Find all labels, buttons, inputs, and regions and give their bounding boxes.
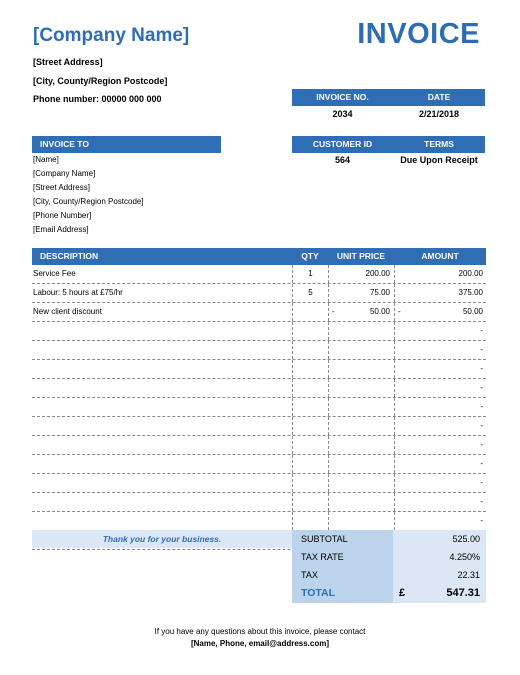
city-address: [City, County/Region Postcode] (33, 76, 168, 86)
cell-qty (292, 322, 328, 340)
table-row (32, 265, 486, 284)
bill-to-line: [City, County/Region Postcode] (33, 197, 144, 206)
cell-unit-price (328, 379, 394, 397)
cell-amount (394, 265, 486, 283)
cell-unit-price (328, 265, 394, 283)
cell-description (32, 512, 292, 530)
footer-contact-details: [Name, Phone, email@address.com] (190, 639, 330, 648)
cell-qty (292, 341, 328, 359)
price-value: 75.00 (369, 288, 390, 297)
cell-unit-price (328, 284, 394, 302)
bill-to-line: [Street Address] (33, 183, 90, 192)
cell-amount (394, 284, 486, 302)
cell-unit-price (328, 341, 394, 359)
date-label: DATE (427, 92, 451, 102)
cell-description (32, 341, 292, 359)
table-row (32, 322, 486, 341)
amount-value: - (480, 516, 483, 525)
amount-prefix: - (398, 307, 401, 316)
cell-amount (394, 360, 486, 378)
table-row (32, 379, 486, 398)
cell-amount (394, 322, 486, 340)
price-value: 200.00 (365, 269, 390, 278)
tax-value: 22.31 (393, 566, 486, 584)
cell-description (32, 436, 292, 454)
invoice-no-label: INVOICE NO. (316, 92, 369, 102)
amount-value: - (480, 364, 483, 373)
bill-to-line: [Email Address] (33, 225, 89, 234)
cell-qty (292, 474, 328, 492)
customer-id-label: CUSTOMER ID (312, 139, 373, 149)
items-header-row (32, 248, 486, 265)
table-row (32, 398, 486, 417)
table-row (32, 284, 486, 303)
cell-unit-price (328, 398, 394, 416)
table-row (32, 512, 486, 531)
amount-value: 200.00 (458, 269, 483, 278)
cell-qty (292, 360, 328, 378)
cell-unit-price (328, 417, 394, 435)
amount-value: 50.00 (462, 307, 483, 316)
footer-contact-note: If you have any questions about this invoice, please contact (154, 627, 366, 636)
total-value (393, 584, 486, 603)
col-qty-header: QTY (301, 251, 319, 261)
subtotal-label: SUBTOTAL (292, 530, 393, 548)
cell-description (32, 493, 292, 511)
col-unit-price-header: UNIT PRICE (336, 251, 386, 261)
table-row (32, 455, 486, 474)
terms-value: Due Upon Receipt (400, 155, 478, 165)
cell-description (32, 474, 292, 492)
cell-description (32, 455, 292, 473)
cell-amount (394, 493, 486, 511)
cell-description (32, 398, 292, 416)
price-value: 50.00 (369, 307, 390, 316)
cell-unit-price (328, 512, 394, 530)
street-address: [Street Address] (33, 57, 103, 67)
table-row (32, 303, 486, 322)
cell-description: New client discount (33, 307, 102, 316)
customer-meta-header (292, 136, 485, 153)
amount-value: - (480, 383, 483, 392)
cell-unit-price (328, 360, 394, 378)
cell-qty (292, 398, 328, 416)
amount-value: - (480, 402, 483, 411)
cell-qty (292, 436, 328, 454)
cell-amount (394, 474, 486, 492)
thank-you-note: Thank you for your business. (32, 530, 292, 548)
amount-value: - (480, 459, 483, 468)
cell-amount (394, 455, 486, 473)
invoice-meta-header (292, 89, 485, 106)
cell-unit-price (328, 493, 394, 511)
cell-amount (394, 436, 486, 454)
cell-qty (292, 303, 328, 321)
invoice-to-label: INVOICE TO (40, 139, 89, 149)
cell-qty (292, 512, 328, 530)
cell-qty (292, 455, 328, 473)
customer-id-value: 564 (334, 155, 351, 165)
bill-to-line: [Name] (33, 155, 59, 164)
cell-amount (394, 303, 486, 321)
cell-qty (292, 493, 328, 511)
currency-symbol: £ (399, 587, 406, 599)
table-row (32, 360, 486, 379)
subtotal-value: 525.00 (393, 530, 486, 548)
cell-amount (394, 341, 486, 359)
tax-rate-value: 4.250% (393, 548, 486, 566)
amount-value: - (480, 326, 483, 335)
cell-description (32, 360, 292, 378)
cell-qty (292, 379, 328, 397)
cell-unit-price (328, 303, 394, 321)
invoice-no-value: 2034 (332, 109, 353, 119)
cell-amount (394, 417, 486, 435)
tax-label: TAX (292, 566, 393, 584)
cell-qty: 1 (292, 265, 328, 283)
amount-value: - (480, 478, 483, 487)
invoice-title: INVOICE (357, 18, 480, 50)
total-label: TOTAL (292, 584, 393, 603)
cell-amount (394, 512, 486, 530)
cell-qty (292, 417, 328, 435)
cell-description: Service Fee (33, 269, 76, 278)
cell-unit-price (328, 436, 394, 454)
bill-to-line: [Company Name] (33, 169, 96, 178)
cell-amount (394, 379, 486, 397)
cell-description (32, 417, 292, 435)
terms-label: TERMS (424, 139, 454, 149)
cell-amount (394, 398, 486, 416)
table-row (32, 417, 486, 436)
table-row (32, 436, 486, 455)
cell-description (32, 322, 292, 340)
cell-description (32, 379, 292, 397)
table-row (32, 341, 486, 360)
amount-value: - (480, 497, 483, 506)
amount-value: - (480, 345, 483, 354)
tax-rate-label: TAX RATE (292, 548, 393, 566)
amount-value: 375.00 (458, 288, 483, 297)
cell-unit-price (328, 322, 394, 340)
date-value: 2/21/2018 (418, 109, 460, 119)
phone-number: Phone number: 00000 000 000 (33, 94, 162, 104)
cell-description: Labour: 5 hours at £75/hr (33, 288, 123, 297)
col-description-header: DESCRIPTION (40, 251, 99, 261)
table-row (32, 474, 486, 493)
amount-value: - (480, 440, 483, 449)
company-name: [Company Name] (33, 25, 190, 46)
invoice-to-header (32, 136, 221, 153)
table-row (32, 493, 486, 512)
price-prefix: - (332, 307, 335, 316)
cell-unit-price (328, 474, 394, 492)
bill-to-line: [Phone Number] (33, 211, 92, 220)
cell-unit-price (328, 455, 394, 473)
col-amount-header: AMOUNT (421, 251, 459, 261)
amount-value: - (480, 421, 483, 430)
cell-qty: 5 (292, 284, 328, 302)
items-body (32, 265, 486, 550)
total-amount: 547.31 (446, 587, 480, 599)
